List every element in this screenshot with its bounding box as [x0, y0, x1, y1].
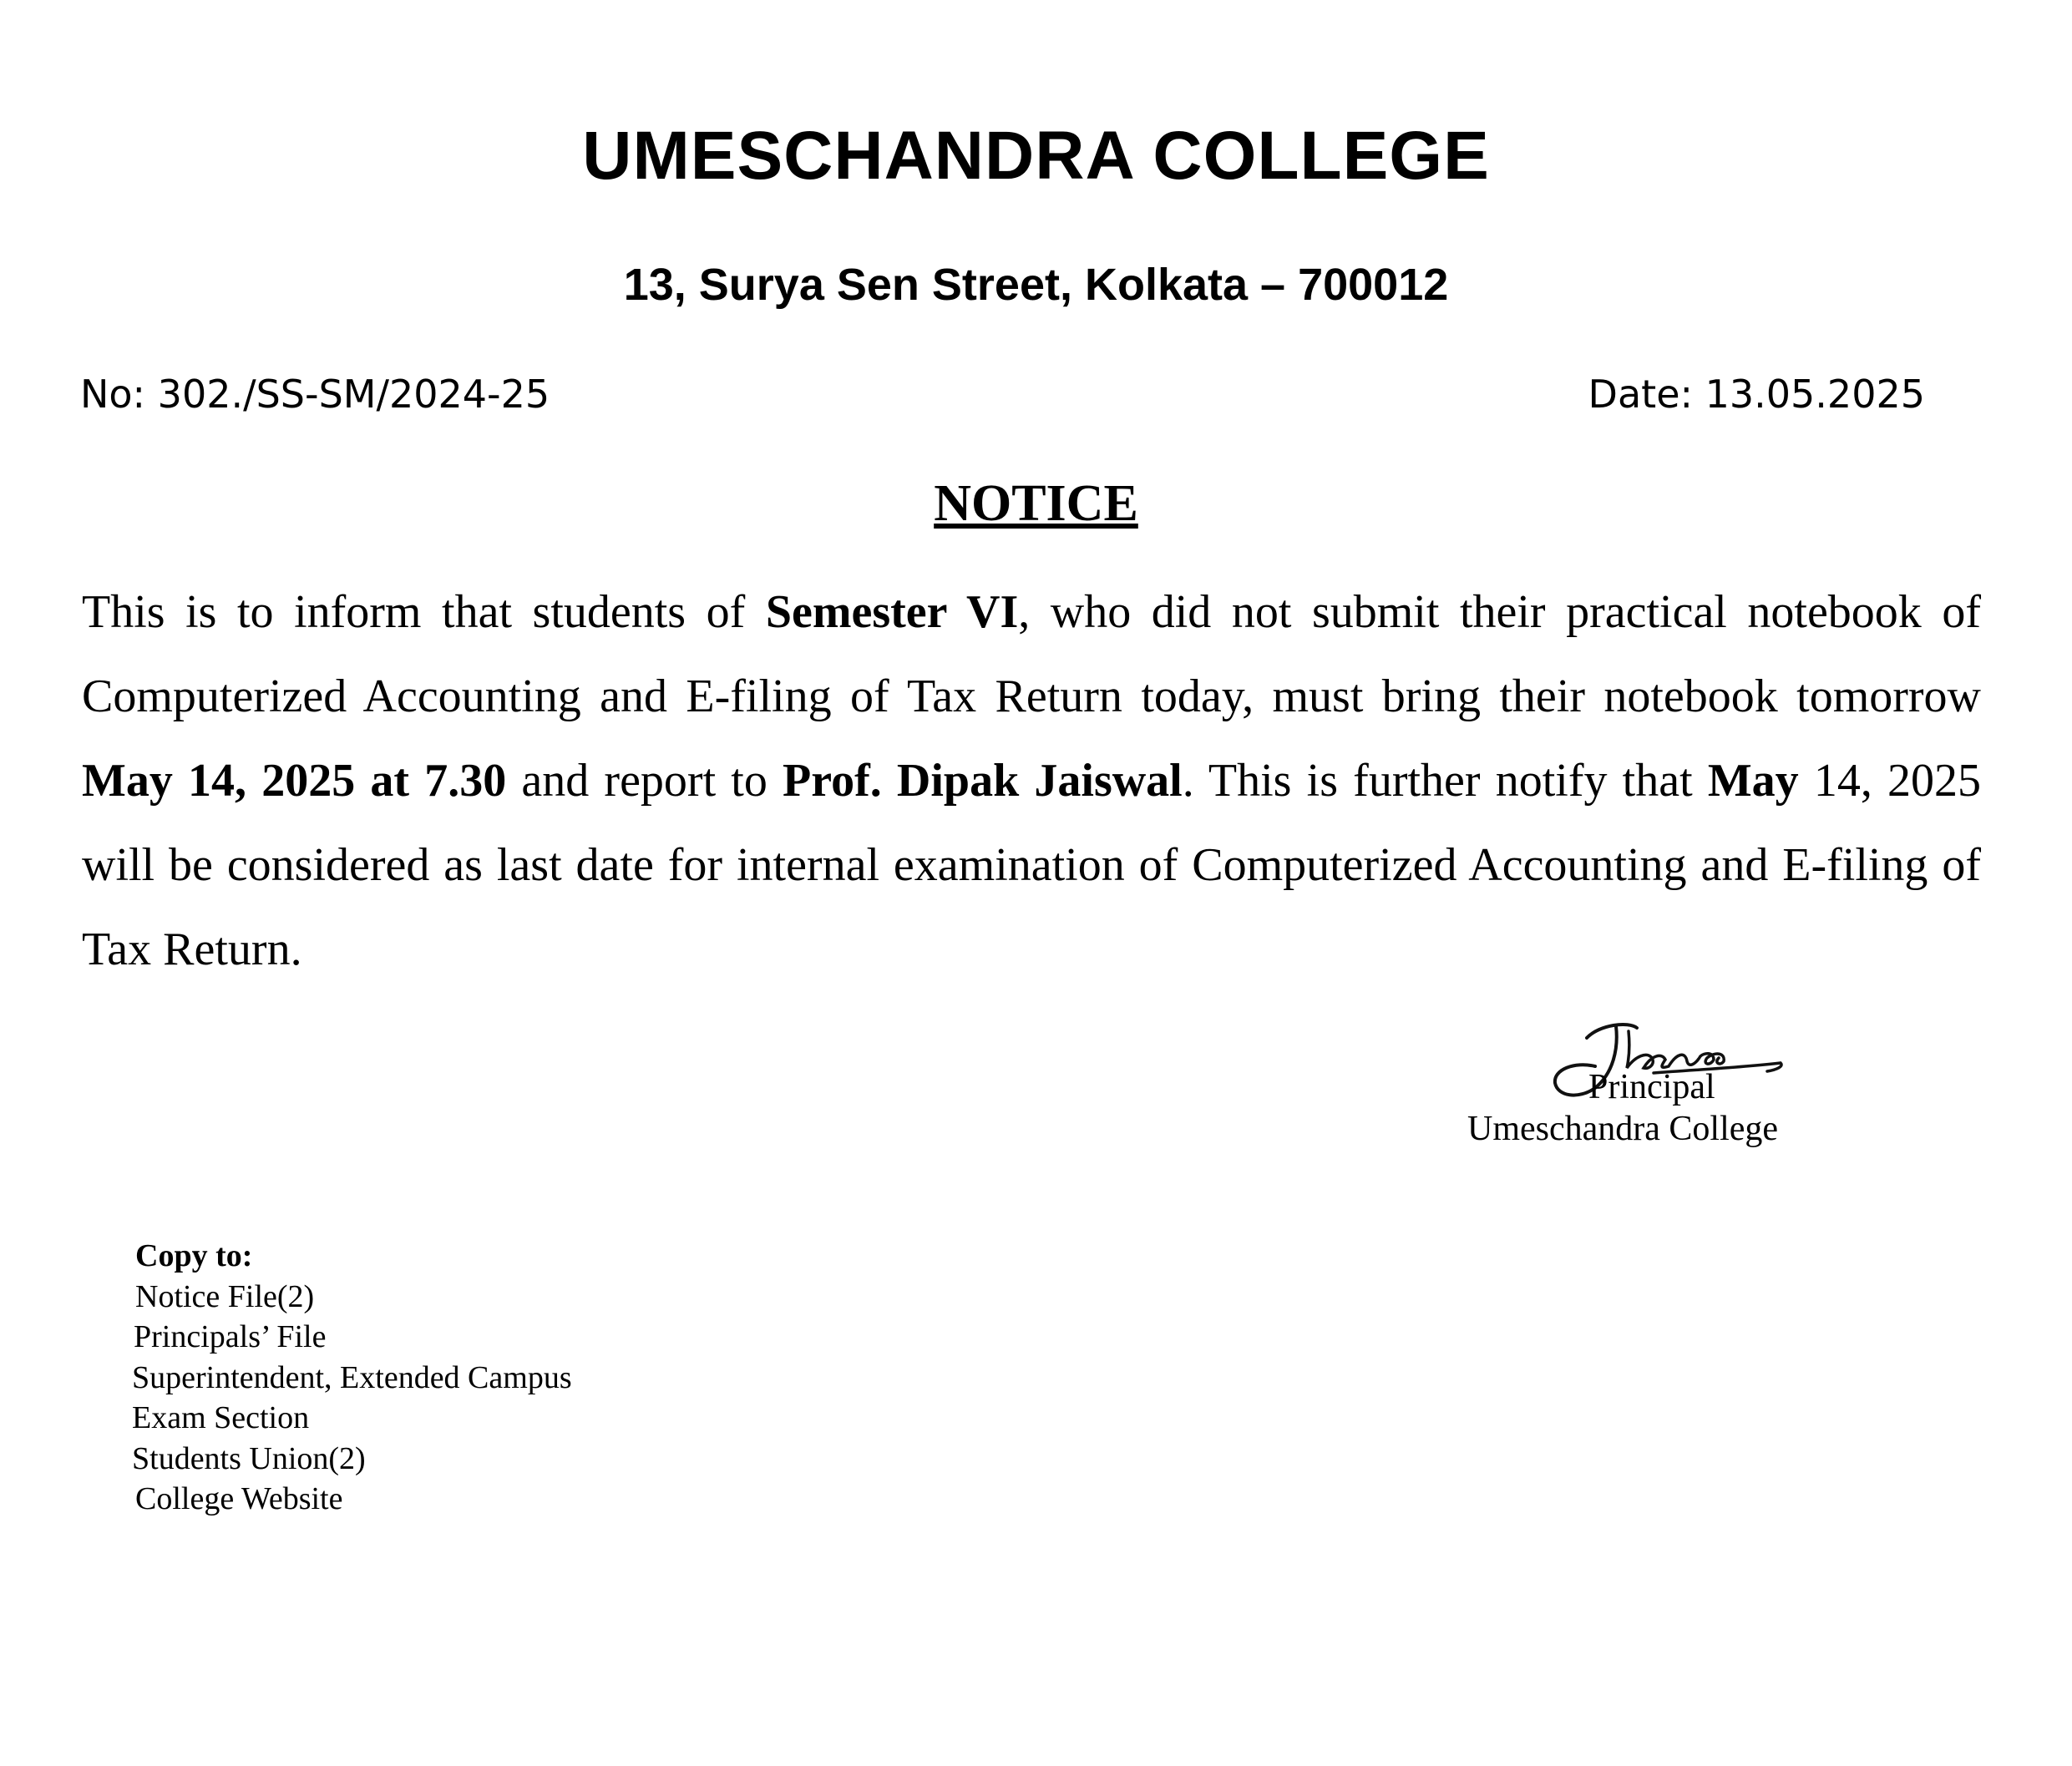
- signatory-organization: Umeschandra College: [1467, 1110, 1779, 1148]
- body-bold-professor: Prof. Dipak Jaiswal: [783, 755, 1183, 807]
- body-text: and report to: [506, 755, 783, 807]
- notice-heading: NOTICE: [934, 475, 1138, 532]
- body-bold-semester: Semester VI: [765, 586, 1019, 638]
- notice-date: Date: 13.05.2025: [1588, 372, 1925, 417]
- copy-to-item: Notice File(2): [135, 1278, 315, 1314]
- body-text: . This is further notify that: [1182, 755, 1708, 807]
- college-name: UMESCHANDRA COLLEGE: [582, 118, 1490, 194]
- body-text: , who did not submit their practical notebook of Computerized Accounting and E-filing of Tax Return today, must bring their notebook tomorrow: [82, 586, 1981, 722]
- reference-number: No: 302./SS-SM/2024-25: [80, 372, 550, 417]
- college-address: 13, Surya Sen Street, Kolkata – 700012: [623, 260, 1449, 310]
- signatory-title: Principal: [1588, 1068, 1715, 1106]
- copy-to-list: [132, 1236, 572, 1520]
- body-text: This is to inform that students of: [82, 586, 766, 638]
- body-text: 14, 2025 will be considered as last date for internal examination of Computerized Accounting and E-filing of Tax Return.: [82, 755, 1982, 975]
- copy-to-item: Superintendent, Extended Campus: [132, 1359, 572, 1395]
- copy-to-item: College Website: [135, 1481, 343, 1516]
- body-bold-month: May: [1707, 755, 1799, 807]
- copy-to-item: Students Union(2): [132, 1440, 366, 1476]
- body-bold-deadline: May 14, 2025 at 7.30: [82, 755, 507, 807]
- copy-to-item: Principals’ File: [134, 1319, 327, 1354]
- copy-to-item: Exam Section: [132, 1400, 310, 1435]
- copy-to-label: Copy to:: [135, 1238, 253, 1273]
- notice-body: [82, 570, 1981, 992]
